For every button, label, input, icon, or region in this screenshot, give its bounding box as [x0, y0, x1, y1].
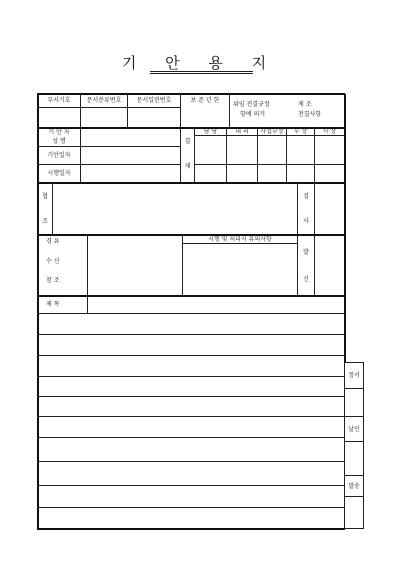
body-line [37, 437, 345, 438]
approval-col-president: 사 장 [322, 128, 337, 135]
recipient-label: 수 신 [46, 258, 60, 265]
notes-header-line [182, 243, 297, 244]
body-line [37, 313, 345, 314]
info-row-line [37, 146, 180, 147]
name-label: 성 명 [52, 138, 66, 145]
side-box-line [344, 441, 364, 442]
draft-date-label: 기안일자 [47, 152, 71, 159]
routing-col-line [87, 234, 88, 295]
info-col-line [80, 127, 81, 182]
body-line [37, 376, 345, 377]
exec-date-label: 시행일자 [47, 170, 71, 177]
reference-label: 참 조 [46, 277, 60, 284]
drafter-label: 기 안 자 [48, 129, 70, 136]
delegation-rule-label: 위임 전결규정 [233, 101, 270, 108]
body-line [37, 416, 345, 417]
table-border-top [37, 93, 345, 95]
body-line [37, 396, 345, 397]
coop-label-bottom: 조 [42, 218, 48, 225]
header-col-line [229, 94, 230, 127]
title-underline [150, 73, 253, 74]
sent-label: 발송 [348, 483, 360, 490]
audit-col-line [314, 182, 315, 295]
table-border-right [344, 94, 346, 362]
routing-block-bottom [37, 295, 345, 297]
via-label: 경 유 [46, 238, 60, 245]
side-box-line [344, 388, 364, 389]
approval-col-staff: 담 당 [203, 128, 218, 135]
doc-class-no-label: 문서분류번호 [86, 97, 122, 104]
coop-col-line [52, 182, 53, 234]
doc-serial-no-label: 문서일련번호 [136, 97, 172, 104]
side-box-line [344, 416, 364, 417]
retention-label: 보 존 년 한 [190, 97, 220, 104]
notes-header: 시행 및 처리시 유의사항 [208, 236, 272, 243]
side-box-line [344, 528, 364, 529]
delegation-clause-label: 항에 의거 [240, 111, 266, 118]
dispatch-label-bottom: 신 [303, 276, 309, 283]
dept-code-label: 부서기호 [47, 97, 71, 104]
subject-col-line [87, 295, 88, 313]
title-underline [150, 71, 253, 72]
approval-row-line [194, 164, 344, 165]
body-line [37, 507, 345, 508]
delegation-matter-label: 전결사항 [298, 111, 322, 118]
info-block-bottom [37, 182, 345, 184]
approval-col-division-head: 사업부장 [260, 128, 284, 135]
body-line [37, 355, 345, 356]
subject-label: 제 목 [46, 301, 60, 308]
info-col-line [180, 127, 181, 182]
delegation-article-label: 제 조 [298, 101, 312, 108]
table-border-bottom [37, 528, 345, 530]
proofread-label: 정서 [348, 372, 360, 379]
sealed-label: 날인 [348, 426, 360, 433]
info-row-line [37, 164, 180, 165]
approval-label-bottom: 재 [184, 163, 191, 170]
side-box-line [344, 362, 364, 363]
approval-col-assistant-manager: 대 리 [235, 128, 249, 135]
body-line [37, 485, 345, 486]
approval-col-general-manager: 부 장 [293, 128, 308, 135]
body-line [37, 334, 345, 335]
coop-label-top: 협 [42, 193, 48, 200]
audit-label-bottom: 사 [303, 218, 309, 225]
table-border-left [37, 94, 39, 529]
body-line [37, 461, 345, 462]
audit-label-top: 검 [303, 193, 309, 200]
side-box-line [344, 496, 364, 497]
page-title: 기 안 용 지 [121, 54, 279, 72]
approval-header-line [194, 135, 344, 136]
dispatch-label-top: 발 [303, 249, 309, 256]
side-box-line [344, 475, 364, 476]
approval-label-top: 결 [184, 138, 191, 145]
header-divider [37, 107, 180, 108]
